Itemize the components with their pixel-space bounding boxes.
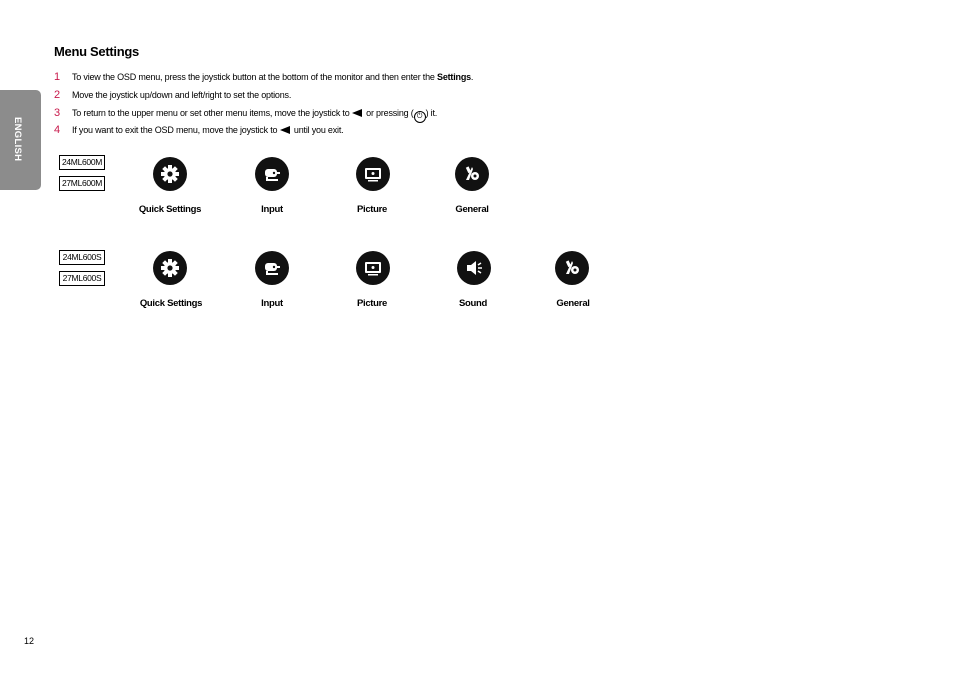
step-2 — [54, 89, 291, 101]
step-text-end: ) it. — [425, 108, 438, 118]
left-arrow-icon — [280, 126, 290, 134]
input-icon — [255, 251, 289, 285]
menu-label-input: Input — [261, 204, 283, 215]
power-button-icon: ⏻ — [414, 111, 426, 123]
step-number: 2 — [54, 89, 60, 101]
language-label: ENGLISH — [12, 117, 23, 162]
menu-label-sound: Sound — [458, 298, 488, 309]
sound-icon — [457, 251, 491, 285]
model-label: 27ML600S — [59, 271, 105, 286]
general-icon — [455, 157, 489, 191]
step-1 — [54, 71, 473, 83]
model-label: 24ML600S — [59, 250, 105, 265]
gear-icon — [153, 251, 187, 285]
left-arrow-icon — [352, 109, 362, 117]
menu-label-picture: Picture — [356, 298, 388, 309]
menu-label-general: General — [455, 204, 489, 215]
language-tab — [0, 90, 41, 190]
step-text-end: until you exit. — [291, 125, 344, 135]
step-3 — [54, 107, 437, 123]
menu-label-quick-settings: Quick Settings — [139, 298, 203, 309]
settings-keyword: Settings — [437, 72, 471, 82]
input-icon — [255, 157, 289, 191]
page-title: Menu Settings — [54, 44, 139, 59]
step-text: To view the OSD menu, press the joystick button at the bottom of the monitor and then enter the — [72, 72, 438, 82]
step-number: 1 — [54, 71, 60, 83]
step-text: Move the joystick up/down and left/right to set the options. — [72, 90, 292, 100]
menu-label-picture: Picture — [356, 204, 388, 215]
picture-icon — [356, 251, 390, 285]
step-number: 3 — [54, 107, 60, 119]
step-text: or pressing ( — [363, 108, 414, 118]
model-label: 24ML600M — [59, 155, 105, 170]
gear-icon — [153, 157, 187, 191]
step-4 — [54, 124, 343, 136]
menu-label-general: General — [556, 298, 590, 309]
general-icon — [555, 251, 589, 285]
step-text: To return to the upper menu or set other menu items, move the joystick to — [72, 108, 352, 118]
page-number: 12 — [24, 636, 35, 646]
step-number: 4 — [54, 124, 60, 136]
picture-icon — [356, 157, 390, 191]
menu-label-quick-settings: Quick Settings — [138, 204, 202, 215]
menu-label-input: Input — [261, 298, 283, 309]
step-text-end: . — [470, 72, 474, 82]
model-label: 27ML600M — [59, 176, 105, 191]
step-text: If you want to exit the OSD menu, move the joystick to — [72, 125, 280, 135]
